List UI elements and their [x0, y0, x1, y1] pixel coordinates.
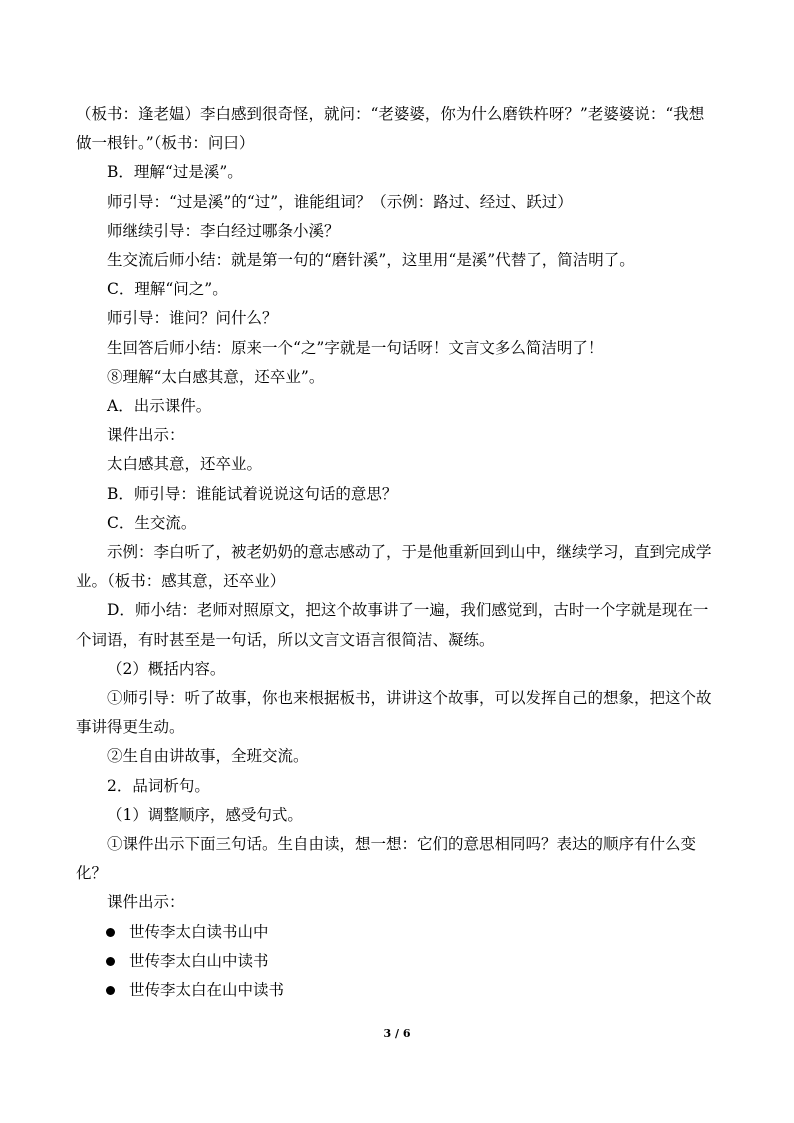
paragraph-20: 2．品词析句。 — [107, 776, 210, 795]
document-body — [76, 100, 716, 1005]
bullet-icon — [106, 928, 115, 937]
paragraph-17: （2）概括内容。 — [107, 659, 226, 678]
paragraph-2: B．理解“过是溪”。 — [107, 163, 243, 182]
paragraph-9: ⑧理解“太白感其意，还卒业”。 — [107, 367, 325, 386]
paragraph-16: D．师小结：老师对照原文，把这个故事讲了一遍，我们感觉到，古时一个字就是现在一个词语，有时甚至是一句话，所以文言文语言很简洁、凝练。 — [76, 601, 709, 649]
paragraph-18: ①师引导：听了故事，你也来根据板书，讲讲这个故事，可以发挥自己的想象，把这个故事讲得更生动。 — [76, 689, 712, 737]
paragraph-14: C．生交流。 — [107, 513, 197, 532]
paragraph-8: 生回答后师小结：原来一个“之”字就是一句话呀！文言文多么简洁明了！ — [107, 338, 604, 357]
paragraph-11: 课件出示： — [107, 426, 185, 445]
paragraph-5: 生交流后师小结：就是第一句的“磨针溪”，这里用“是溪”代替了，简洁明了。 — [107, 251, 635, 270]
page-number: 3 / 6 — [383, 1027, 411, 1040]
paragraph-7: 师引导：谁问？问什么？ — [107, 309, 278, 328]
bullet-icon — [106, 957, 115, 966]
paragraph-4: 师继续引导：李白经过哪条小溪？ — [107, 221, 340, 240]
paragraph-19: ②生自由讲故事，全班交流。 — [107, 747, 309, 766]
bullet-item — [76, 947, 716, 976]
bullet-text: 世传李太白读书山中 — [129, 922, 269, 941]
paragraph-1: （板书：逢老媪）李白感到很奇怪，就问：“老婆婆，你为什么磨铁杵呀？”老婆婆说：“我想做一根针。”（板书：问曰） — [76, 105, 705, 153]
paragraph-22: ①课件出示下面三句话。生自由读，想一想：它们的意思相同吗？表达的顺序有什么变化？ — [76, 835, 697, 883]
paragraph-12: 太白感其意，还卒业。 — [107, 455, 263, 474]
paragraph-15: 示例：李白听了，被老奶奶的意志感动了，于是他重新回到山中，继续学习，直到完成学业。（板书：感其意，还卒业） — [76, 543, 712, 591]
paragraph-6: C．理解“问之”。 — [107, 280, 228, 299]
paragraph-3: 师引导：“过是溪”的“过”，谁能组词？（示例：路过、经过、跃过） — [107, 192, 573, 211]
paragraph-13: B．师引导：谁能试着说说这句话的意思？ — [107, 484, 398, 503]
bullet-icon — [106, 986, 115, 995]
paragraph-10: A．出示课件。 — [107, 397, 212, 416]
bullet-item — [76, 976, 716, 1005]
bullet-text: 世传李太白山中读书 — [129, 951, 269, 970]
paragraph-23: 课件出示： — [107, 893, 185, 912]
paragraph-21: （1）调整顺序，感受句式。 — [107, 805, 303, 824]
bullet-item — [76, 918, 716, 947]
bullet-text: 世传李太白在山中读书 — [129, 981, 285, 1000]
